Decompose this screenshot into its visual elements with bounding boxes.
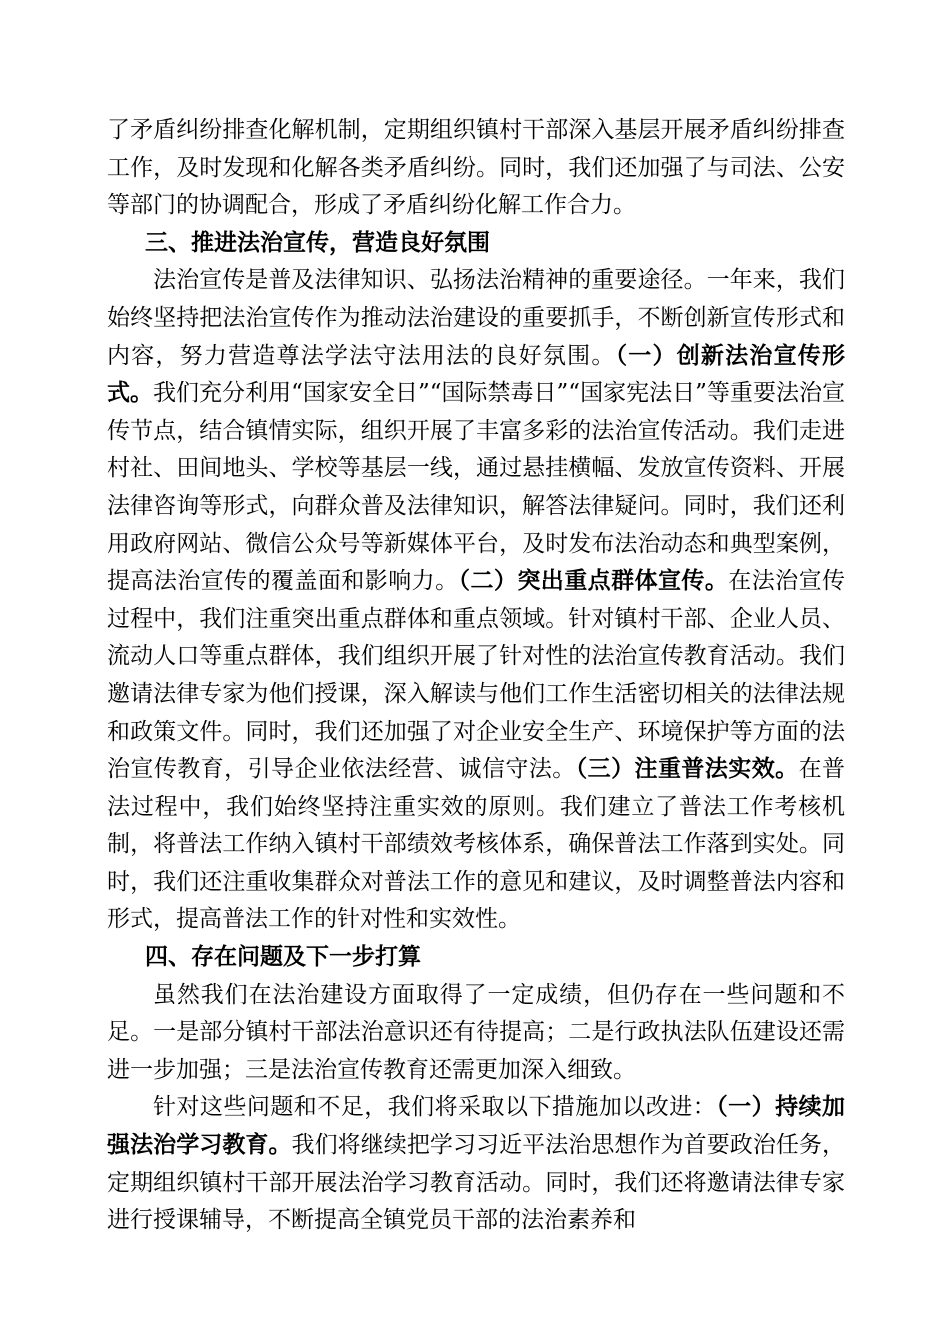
subheading-1: （一）创新法治宣传形式。 <box>107 342 846 407</box>
paragraph-next-steps <box>107 1089 845 1239</box>
section-heading-3: 三、推进法治宣传，营造良好氛围 <box>145 229 490 256</box>
paragraph-problems: 虽然我们在法治建设方面取得了一定成绩，但仍存在一些问题和不足。一是部分镇村干部法治意识还有待提高；二是行政执法队伍建设还需进一步加强；三是法治宣传教育还需更加深入细致。 <box>107 981 845 1083</box>
subheading-next-1: （一）持续加强法治学习教育。 <box>107 1094 846 1159</box>
subheading-3: （三）注重普法实效。 <box>575 756 799 783</box>
paragraph-text: 在普法过程中，我们始终坚持注重实效的原则。我们建立了普法工作考核机制，将普法工作纳入镇村干部绩效考核体系，确保普法工作落到实处。同时，我们还注重收集群众对普法工作的意见和建议，及时调整普法内容和形式，提高普法工作的针对性和实效性。 <box>107 756 846 933</box>
paragraph-dispute-resolution: 了矛盾纠纷排查化解机制，定期组织镇村干部深入基层开展矛盾纠纷排查工作，及时发现和化解各类矛盾纠纷。同时，我们还加强了与司法、公安等部门的协调配合，形成了矛盾纠纷化解工作合力。 <box>107 117 845 219</box>
paragraph-legal-publicity <box>107 262 845 939</box>
paragraph-text: 在法治宣传过程中，我们注重突出重点群体和重点领域。针对镇村干部、企业人员、流动人口等重点群体，我们组织开展了针对性的法治宣传教育活动。我们邀请法律专家为他们授课，深入解读与他们工作生活密切相关的法律法规和政策文件。同时，我们还加强了对企业安全生产、环境保护等方面的法治宣传教育，引导企业依法经营、诚信守法。 <box>107 568 846 783</box>
paragraph-text: 我们充分利用“国家安全日”“国际禁毒日”“国家宪法日”等重要法治宣传节点，结合镇情实际，组织开展了丰富多彩的法治宣传活动。我们走进村社、田间地头、学校等基层一线，通过悬挂横幅、发放宣传资料、开展法律咨询等形式，向群众普及法律知识，解答法律疑问。同时，我们还利用政府网站、微信公众号等新媒体平台，及时发布法治动态和典型案例，提高法治宣传的覆盖面和影响力。 <box>107 380 845 595</box>
paragraph-text: 法治宣传是普及法律知识、弘扬法治精神的重要途径。一年来，我们始终坚持把法治宣传作为推动法治建设的重要抓手，不断创新宣传形式和内容，努力营造尊法学法守法用法的良好氛围。 <box>107 267 845 369</box>
document-page <box>107 112 845 1240</box>
subheading-2: （二）突出重点群体宣传。 <box>458 568 729 595</box>
section-heading-4: 四、存在问题及下一步打算 <box>145 944 421 971</box>
paragraph-text: 我们将继续把学习习近平法治思想作为首要政治任务，定期组织镇村干部开展法治学习教育活动。同时，我们还将邀请法律专家进行授课辅导，不断提高全镇党员干部的法治素养和 <box>107 1132 846 1234</box>
paragraph-text: 针对这些问题和不足，我们将采取以下措施加以改进： <box>153 1094 717 1121</box>
